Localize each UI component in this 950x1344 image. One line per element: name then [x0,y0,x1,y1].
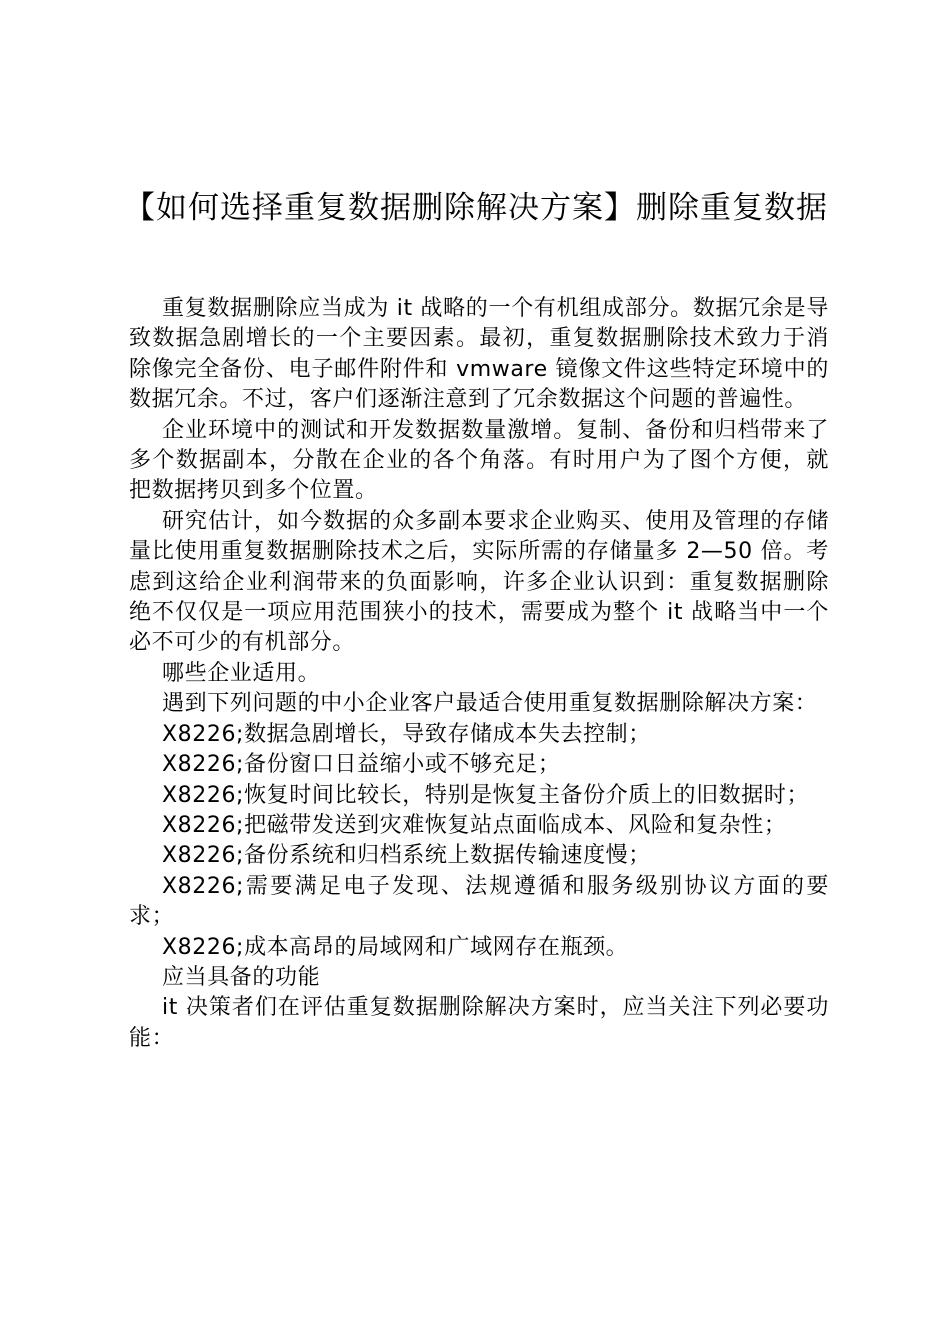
list-item: X8226;恢复时间比较长，特别是恢复主备份介质上的旧数据时； [162,782,810,808]
list-item: X8226;备份系统和归档系统上数据传输速度慢； [162,843,651,869]
paragraph-intro: 重复数据删除应当成为 it 战略的一个有机组成部分。数据冗余是导致数据急剧增长的一个主要因素。最初，重复数据删除技术致力于消除像完全备份、电子邮件附件和 vmware 镜像文件这些特定环境中的数据冗余。不过，客户们逐渐注意到了冗余数据这个问题的普遍性。 [129,296,829,413]
document-title: 【如何选择重复数据删除解决方案】删除重复数据 [124,190,828,226]
paragraph-research: 研究估计，如今数据的众多副本要求企业购买、使用及管理的存储量比使用重复数据删除技术之后，实际所需的存储量多 2—50 倍。考虑到这给企业利润带来的负面影响，许多企业认识到：重复数据删除绝不仅仅是一项应用范围狭小的技术，需要成为整个 it 战略当中一个必不可少的有机部分。 [129,508,829,656]
list-item: X8226;需要满足电子发现、法规遵循和服务级别协议方面的要求； [129,873,829,930]
list-item: X8226;数据急剧增长，导致存储成本失去控制； [162,721,651,747]
list-item: X8226;成本高昂的局域网和广域网存在瓶颈。 [162,934,629,960]
section-heading-applicable: 哪些企业适用。 [162,660,321,686]
paragraph-enterprise-env: 企业环境中的测试和开发数据数量激增。复制、备份和归档带来了多个数据副本，分散在企业的各个角落。有时用户为了图个方便，就把数据拷贝到多个位置。 [129,417,829,504]
list-item: X8226;备份窗口日益缩小或不够充足； [162,752,561,778]
paragraph-features-intro: it 决策者们在评估重复数据删除解决方案时，应当关注下列必要功能： [129,995,829,1051]
section-heading-features: 应当具备的功能 [162,964,321,990]
document-body [129,294,829,1054]
list-item: X8226;把磁带发送到灾难恢复站点面临成本、风险和复杂性； [162,812,787,838]
paragraph-problems-intro: 遇到下列问题的中小企业客户最适合使用重复数据删除解决方案： [162,691,818,717]
